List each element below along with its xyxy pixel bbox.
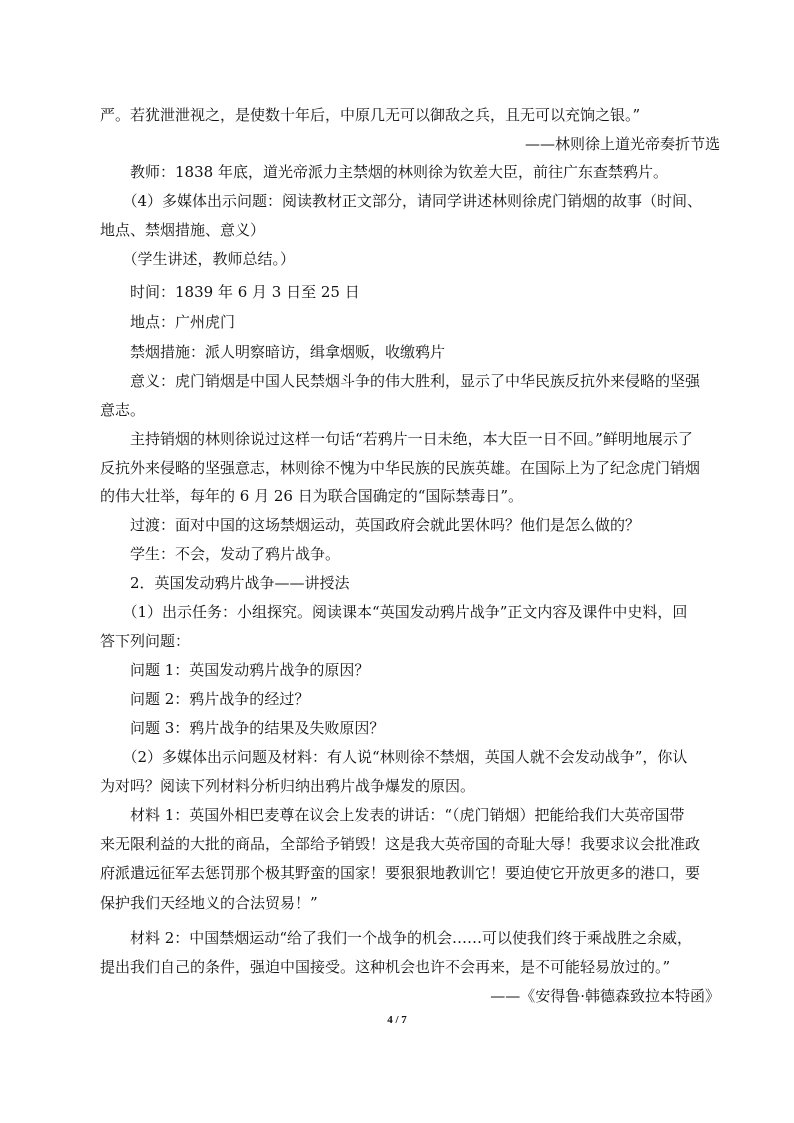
text-line: 过渡：面对中国的这场禁烟运动，英国政府会就此罢休吗？他们是怎么做的？ <box>100 516 641 534</box>
text-line: 学生：不会，发动了鸦片战争。 <box>100 545 341 563</box>
text-line: 问题 2：鸦片战争的经过？ <box>100 690 310 708</box>
text-line: （2）多媒体出示问题及材料：有人说“林则徐不禁烟，英国人就不会发动战争”，你认 <box>100 748 688 766</box>
source-citation: ——林则徐上道光帝奏折节选 <box>524 135 720 153</box>
text-line: 来无限利益的大批的商品，全部给予销毁！这是我大英帝国的奇耻大辱！我要求议会批准政 <box>100 835 701 853</box>
text-line: 时间：1839 年 6 月 3 日至 25 日 <box>100 283 360 301</box>
text-line: 反抗外来侵略的坚强意志，林则徐不愧为中华民族的民族英雄。在国际上为了纪念虎门销烟 <box>100 459 701 477</box>
text-line: 意义：虎门销烟是中国人民禁烟斗争的伟大胜利，显示了中华民族反抗外来侵略的坚强 <box>100 372 701 390</box>
text-line: 的伟大壮举，每年的 6 月 26 日为联合国确定的“国际禁毒日”。 <box>100 487 524 505</box>
text-line: 材料 1：英国外相巴麦尊在议会上发表的讲话：“（虎门销烟）把能给我们大英帝国带 <box>100 806 685 824</box>
text-line: 为对吗？阅读下列材料分析归纳出鸦片战争爆发的原因。 <box>100 777 476 795</box>
text-line: 材料 2：中国禁烟运动“给了我们一个战争的机会……可以使我们终于乘战胜之余威， <box>100 929 692 947</box>
text-line: （4）多媒体出示问题：阅读教材正文部分，请同学讲述林则徐虎门销烟的故事（时间、 <box>100 192 703 210</box>
text-line: 主持销烟的林则徐说过这样一句话“若鸦片一日未绝，本大臣一日不回。”鲜明地展示了 <box>100 430 693 448</box>
text-line: 保护我们天经地义的合法贸易！” <box>100 894 318 912</box>
text-line: （学生讲述，教师总结。） <box>100 250 296 268</box>
text-line: 禁烟措施：派人明察暗访，缉拿烟贩，收缴鸦片 <box>100 343 446 361</box>
text-line: （1）出示任务：小组探究。阅读课本“英国发动鸦片战争”正文内容及课件中史料，回 <box>100 603 688 621</box>
text-line: 答下列问题： <box>100 632 191 650</box>
text-line: 地点：广州虎门 <box>100 313 236 331</box>
text-line: 教师：1838 年底，道光帝派力主禁烟的林则徐为钦差大臣，前往广东查禁鸦片。 <box>100 163 668 181</box>
text-line: 严。若犹泄泄视之，是使数十年后，中原几无可以御敌之兵，且无可以充饷之银。” <box>100 106 641 124</box>
source-citation: ——《安得鲁·韩德森致拉本特函》 <box>490 987 720 1005</box>
section-heading: 2．英国发动鸦片战争——讲授法 <box>100 574 350 592</box>
text-line: 提出我们自己的条件，强迫中国接受。这种机会也许不会再来，是不可能轻易放过的。” <box>100 958 671 976</box>
text-line: 地点、禁烟措施、意义） <box>100 221 266 239</box>
text-line: 问题 3：鸦片战争的结果及失败原因？ <box>100 719 385 737</box>
text-line: 问题 1：英国发动鸦片战争的原因？ <box>100 661 370 679</box>
text-line: 意志。 <box>100 401 146 419</box>
text-line: 府派遣远征军去惩罚那个极其野蛮的国家！要狠狠地教训它！要迫使它开放更多的港口，要 <box>100 864 701 882</box>
page-number: 4 / 7 <box>387 1014 407 1026</box>
